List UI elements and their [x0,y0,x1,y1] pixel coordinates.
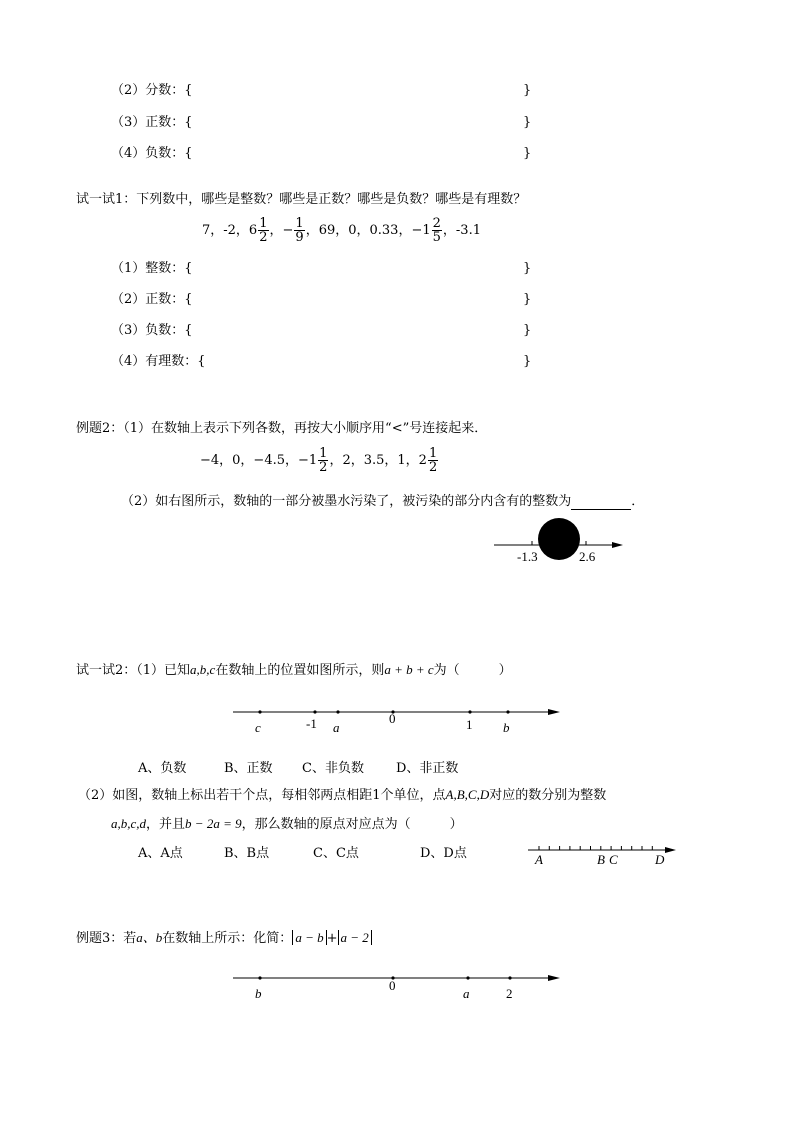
negative-item: （3）负数：{ [111,323,193,338]
label-b: b [503,720,510,735]
try2-question2-line1: （2）如图，数轴上标出若干个点，每相邻两点相距1个单位，点A,B,C,D对应的数分别为整数 [78,787,607,803]
fraction: $\frac{1}{2}$ [428,446,438,475]
try2-question2-line2: a,b,c,d，并且b − 2a = 9，那么数轴的原点对应点为（ ） [111,816,463,832]
tick-group [539,846,652,850]
positive-item-close: } [523,292,532,307]
point-b [258,976,261,979]
fraction: $\frac{2}{5}$ [432,216,441,245]
positive-item: （2）正数：{ [111,292,193,307]
point-b [506,710,509,713]
label-1: 1 [466,717,473,732]
axis-arrow [548,975,560,981]
example2-question1: 例题2：（1）在数轴上表示下列各数，再按大小顺序用“<”号连接起来． [76,421,488,436]
label-D: D [655,852,665,867]
negative-item-close: } [523,323,532,338]
point-c [258,710,261,713]
label-0: 0 [389,711,396,726]
abcd-number-line [525,840,683,870]
choice-c: C、非负数 [302,761,364,776]
point-1 [468,710,471,713]
axis-arrow [612,542,623,548]
choice2-d: D、D点 [420,846,467,861]
choice-b: B、正数 [224,761,273,776]
negative-item: （4）负数：{ [111,146,193,161]
axis-label-left: -1.3 [517,549,538,564]
choice-d: D、非正数 [396,761,459,776]
fraction-item-close: } [523,83,532,98]
choice2-a: A、A点 [138,846,183,861]
label-0: 0 [389,978,396,993]
label-c: c [255,720,261,735]
label-a: a [463,986,470,1001]
label-b: b [255,986,262,1001]
try2-question1: 试一试2：（1）已知a,b,c在数轴上的位置如图所示，则a + b + c为（ ） [76,662,512,678]
axis-arrow [548,709,560,715]
axis-label-right: 2.6 [579,549,596,564]
axis-arrow [665,847,676,853]
fraction: $\frac{1}{9}$ [295,216,304,245]
positive-item-close: } [523,115,532,130]
ab-number-line [230,966,565,1006]
point-a [336,710,339,713]
point-a [466,976,469,979]
label-a: a [333,720,340,735]
abs-term-1: a − b [292,930,326,945]
choice2-b: B、B点 [224,846,270,861]
label-B: B [597,852,605,867]
ink-blot [538,518,580,560]
negative-item-close: } [523,146,532,161]
point-minus1 [313,710,316,713]
example2-number-list: −4，0，−4.5，−1 $\frac{1}{2}$ ，2，3.5，1，2 $\frac{1}{2}$ [200,446,438,475]
label-minus1: -1 [306,716,317,731]
choice-a: A、负数 [138,761,187,776]
integer-item: （1）整数：{ [111,261,193,276]
choice2-c: C、C点 [313,846,359,861]
fraction-item: （2）分数：{ [111,83,193,98]
answer-blank[interactable] [571,495,631,510]
example2-question2: （2）如右图所示，数轴的一部分被墨水污染了，被污染的部分内含有的整数为 ． [121,494,645,509]
abc-number-line [230,700,565,740]
label-A: A [535,852,543,867]
fraction: $\frac{1}{2}$ [319,446,328,475]
positive-item: （3）正数：{ [111,115,193,130]
try1-number-list: 7，-2，6 $\frac{1}{2}$ ，− $\frac{1}{9}$ ，69，0，0.33，−1 $\frac{2}{5}$ ，-3.1 [202,216,481,245]
abs-term-2: a − 2 [338,930,372,945]
rational-item: （4）有理数：{ [111,354,206,369]
ink-stained-number-line [490,515,630,567]
try1-title: 试一试1：下列数中，哪些是整数？哪些是正数？哪些是负数？哪些是有理数？ [76,192,527,207]
integer-item-close: } [523,261,532,276]
point-2 [508,976,511,979]
fraction: $\frac{1}{2}$ [259,216,268,245]
label-C: C [609,852,618,867]
rational-item-close: } [523,354,532,369]
label-2: 2 [506,986,513,1001]
example3-question: 例题3：若a、b在数轴上所示：化简： a − b + a − 2 [76,930,372,947]
